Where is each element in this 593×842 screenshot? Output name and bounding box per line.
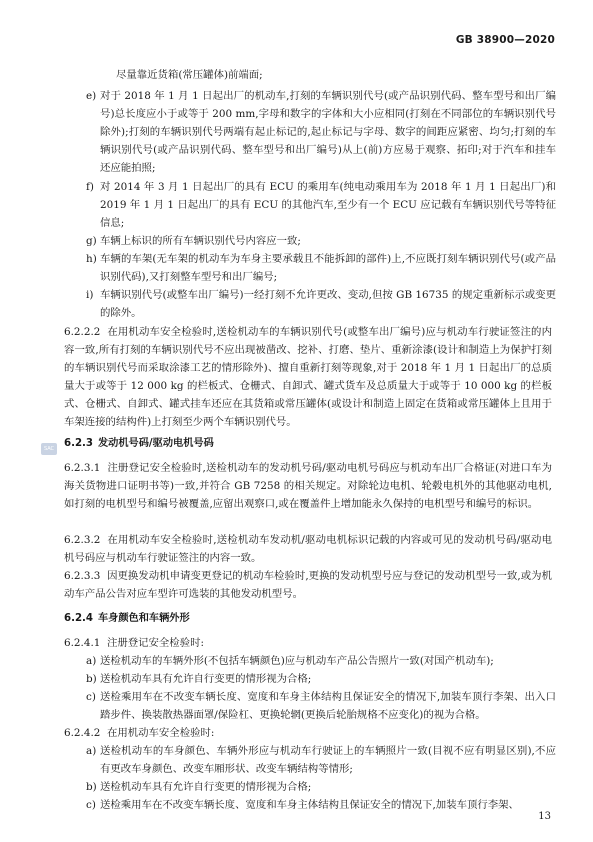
section-title: 车身颜色和车辆外形: [98, 613, 190, 624]
list-label: i): [86, 289, 94, 301]
clause-number: 6.2.2.2: [64, 326, 101, 338]
clause-text: 注册登记安全检验时,送检机动车的发动机号码/驱动电机号码应与机动车出厂合格证(对进口车为海关货物进口证明书等)一致,并符合 GB 7258 的相关规定。对除轮边电机、轮毂电机外的其他驱动电机,如打刻的电机型号和编号被覆盖,应留出观察口,或在覆盖件上增加能永久保持的电机型号和编号的标识。: [64, 462, 552, 510]
clause-number: 6.2.4.2: [64, 727, 101, 739]
standard-number: GB 38900—2020: [455, 34, 555, 46]
list-label: g): [86, 235, 97, 247]
clause-6-2-4-1: [64, 634, 552, 652]
section-title: 发动机号码/驱动电机号码: [98, 438, 214, 449]
page-number: 13: [538, 811, 551, 822]
list-label: a): [86, 745, 97, 757]
list-item-text: 车辆上标识的所有车辆识别代号内容应一致;: [100, 235, 301, 247]
list-item-text: 送检机动车具有允许自行变更的情形视为合格;: [100, 781, 312, 793]
clause-6-2-2-2: [64, 323, 552, 431]
list-label: h): [86, 253, 97, 265]
list-label: f): [86, 181, 94, 193]
list-item-c: [86, 688, 556, 724]
clause-6-2-4-2: [64, 724, 552, 742]
list-item-i: [86, 286, 556, 322]
list-item-text: 送检乘用车在不改变车辆长度、宽度和车身主体结构且保证安全的情况下,加装车顶行李架、: [100, 799, 519, 811]
list-item-text: 对 2014 年 3 月 1 日起出厂的具有 ECU 的乘用车(纯电动乘用车为 2018 年 1 月 1 日起出厂)和 2019 年 1 月 1 日起出厂的具有 ECU 的其他汽车,至少有一个 ECU 应记载有车辆识别代号等特征信息;: [100, 181, 556, 229]
clause-text: 注册登记安全检验时:: [106, 637, 204, 649]
list-label: a): [86, 655, 97, 667]
list-item-b: [86, 670, 556, 688]
clause-text: 因更换发动机申请变更登记的机动车检验时,更换的发动机型号应与登记的发动机型号一致,或为机动车产品公告对应车型许可选装的其他发动机型号。: [64, 570, 552, 600]
list-label: b): [86, 781, 97, 793]
sac-logo-watermark: SAC: [41, 443, 57, 455]
list-item-text: 车辆的车架(无车架的机动车为车身主要承载且不能拆卸的部件)上,不应既打刻车辆识别代号(或产品识别代码),又打刻整车型号和出厂编号;: [100, 253, 556, 283]
clause-text: 在用机动车安全检验时:: [106, 727, 215, 739]
list-item-text: 送检机动车的车身颜色、车辆外形应与机动车行驶证上的车辆照片一致(目视不应有明显区别),不应有更改车身颜色、改变车厢形状、改变车辆结构等情形;: [100, 745, 556, 775]
list-item-text: 送检乘用车在不改变车辆长度、宽度和车身主体结构且保证安全的情况下,加装车顶行李架、出入口踏步件、换装散热器面罩/保险杠、更换轮辋(更换后轮胎规格不应变化)的视为合格。: [100, 691, 556, 721]
clause-number: 6.2.3.2: [64, 534, 101, 546]
clause-number: 6.2.4.1: [64, 637, 101, 649]
list-label: c): [86, 691, 96, 703]
clause-text: 在用机动车安全检验时,送检机动车的车辆识别代号(或整车出厂编号)应与机动车行驶证签注的内容一致,所有打刻的车辆识别代号不应出现被凿改、挖补、打磨、垫片、重新涂漆(设计和制造上为保护打刻的车辆识别代号而采取涂漆工艺的情形除外)、擅自重新打刻等现象,对于 2018 年 1 月 1 日起出厂的总质量大于或等于 12 000 kg 的栏板式、仓栅式、自卸式、罐式货车及总质量大于或等于 10 000 kg 的栏板式、仓栅式、自卸式、罐式挂车还应在其货箱或常压罐体(或设计和制造上固定在货箱或常压罐体上且用于车架连接的结构件)上打刻至少两个车辆识别代号。: [64, 326, 553, 428]
section-heading-6-2-3: [64, 435, 214, 453]
clause-6-2-3-3: [64, 567, 552, 603]
list-label: b): [86, 673, 97, 685]
list-item-g: [86, 232, 556, 250]
list-item-h: [86, 250, 556, 286]
list-item-b: [86, 778, 556, 796]
list-item-f: [86, 178, 556, 232]
clause-6-2-3-2: [64, 531, 552, 567]
clause-6-2-3-1: [64, 459, 552, 513]
list-item-a: [86, 652, 556, 670]
clause-text: 在用机动车安全检验时,送检机动车发动机/驱动电机标识记载的内容或可见的发动机号码/驱动电机号码应与机动车行驶证签注的内容一致。: [64, 534, 552, 564]
list-item-text: 送检机动车的车辆外形(不包括车辆颜色)应与机动车产品公告照片一致(对国产机动车);: [100, 655, 494, 667]
section-heading-6-2-4: [64, 610, 190, 628]
list-label: c): [86, 799, 96, 811]
list-item-text: 送检机动车具有允许自行变更的情形视为合格;: [100, 673, 312, 685]
clause-number: 6.2.3.3: [64, 570, 101, 582]
list-item-text: 对于 2018 年 1 月 1 日起出厂的机动车,打刻的车辆识别代号(或产品识别代码、整车型号和出厂编号)总长度应小于或等于 200 mm,字母和数字的字体和大小应相同(打刻在不同部位的车辆识别代号除外);打刻的车辆识别代号两端有起止标记的,起止标记与字母、数字的间距应紧密、均匀;打刻的车辆识别代号(或产品识别代码、整车型号和出厂编号)从上(前)方应易于观察、拓印;对于汽车和挂车还应能拍照;: [100, 90, 556, 174]
list-item-a: [86, 742, 556, 778]
list-label: e): [86, 90, 97, 102]
list-item-e: [86, 87, 556, 177]
clause-number: 6.2.3.1: [64, 462, 101, 474]
section-number: 6.2.4: [64, 613, 94, 624]
section-number: 6.2.3: [64, 438, 94, 449]
list-item-text: 车辆识别代号(或整车出厂编号)一经打刻不允许更改、变动,但按 GB 16735 的规定重新标示或变更的除外。: [100, 289, 556, 319]
list-item-c: [86, 796, 556, 814]
paragraph-continuation: 尽量靠近货箱(常压罐体)前端面;: [116, 69, 263, 81]
